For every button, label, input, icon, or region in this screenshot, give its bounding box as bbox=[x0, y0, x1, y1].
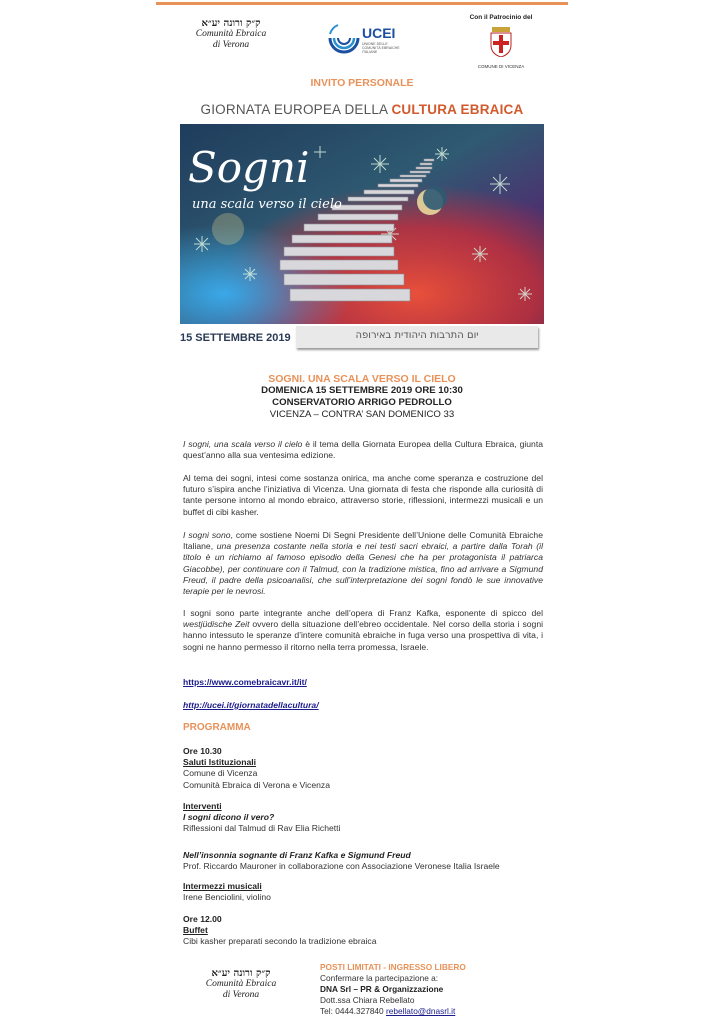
p4-b: ovvero della situazione dell’ebreo occidentale. Nel corso della storia i sogni hanno intessuto le speranze d’intere comunità ebraiche in fuga verso una prospettiva di vita, i sogni ne hanno permesso il ritorno nella terra promessa, Israele. bbox=[183, 619, 544, 652]
link-row-1 bbox=[183, 677, 543, 688]
footer-tel-row bbox=[320, 1006, 560, 1017]
event-venue: CONSERVATORIO ARRIGO PEDROLLO bbox=[272, 397, 452, 408]
banner-sogni: Sogni bbox=[188, 143, 310, 192]
footer-comunita-hebrew: ק״ק ורונה יע״א bbox=[211, 968, 271, 979]
ucei-name: UCEI bbox=[362, 25, 396, 41]
footer-email-link[interactable]: rebellato@dnasrl.it bbox=[385, 1006, 456, 1016]
programma-block-1 bbox=[183, 746, 543, 791]
prog-saluti-1: Comune di Vicenza bbox=[183, 768, 258, 779]
paragraph-3 bbox=[183, 530, 543, 597]
comunita-logo bbox=[186, 18, 276, 51]
comunita-website-link[interactable]: https://www.comebraicavr.it/it/ bbox=[183, 677, 307, 687]
p3-mid: , come sostiene Noemi Di Segni Presidente dell’Unione delle Comunità Ebraiche Italiane, bbox=[183, 530, 543, 552]
prog-time-1: Ore 10.30 bbox=[183, 746, 222, 756]
programma-block-3 bbox=[183, 850, 543, 872]
invito-heading: INVITO PERSONALE bbox=[310, 77, 414, 89]
event-datetime: DOMENICA 15 SETTEMBRE 2019 ORE 10:30 bbox=[261, 385, 463, 396]
p3-italic2: una presenza costante nella storia e nei testi sacri ebraici, a partire dalla Torah (il titolo è un richiamo al famoso episodio della Genesi che ha per protagonista il patriarca Giacobbe), per continuare con il Talmud, con la tradizione mistica, fino ad arrivare a Sigmund Freud, il padre della psicoanalisi, che sull’interpretazione dei sogni fondò le sue innovative terapie per le nevrosi. bbox=[183, 541, 543, 597]
paragraph-1 bbox=[183, 439, 543, 461]
footer-contact-name: Dott.ssa Chiara Rebellato bbox=[320, 995, 415, 1005]
event-banner bbox=[180, 102, 544, 360]
footer-comunita-logo bbox=[196, 968, 286, 1001]
comunita-line2: di Verona bbox=[212, 40, 250, 50]
paragraph-2 bbox=[183, 473, 543, 518]
patrocinio-name: COMUNE DI VICENZA bbox=[477, 64, 525, 69]
prog-int1-desc: Riflessioni dal Talmud di Rav Elia Richetti bbox=[183, 823, 341, 834]
footer-tel: Tel: 0444.327840 bbox=[320, 1006, 386, 1016]
prog-musica-desc: Irene Benciolini, violino bbox=[183, 892, 271, 903]
banner-artwork bbox=[180, 124, 544, 324]
vicenza-crest-icon bbox=[488, 27, 514, 57]
comunita-hebrew: ק״ק ורונה יע״א bbox=[201, 18, 261, 29]
prog-interventi: Interventi bbox=[183, 801, 222, 811]
footer-confirm: Confermare la partecipazione a: bbox=[320, 973, 439, 983]
footer-limited: POSTI LIMITATI - INGRESSO LIBERO bbox=[320, 962, 466, 972]
event-address: VICENZA – CONTRA’ SAN DOMENICO 33 bbox=[269, 409, 455, 420]
patrocinio-block bbox=[446, 14, 556, 69]
invitation-page bbox=[156, 0, 568, 1024]
prog-int2-desc: Prof. Riccardo Mauroner in collaborazione con Associazione Veronese Italia Israele bbox=[183, 861, 500, 872]
prog-buffet-desc: Cibi kasher preparati secondo la tradizione ebraica bbox=[183, 936, 377, 947]
footer-contact bbox=[320, 962, 560, 1017]
ucei-emblem-icon bbox=[326, 20, 362, 56]
footer-comunita-line2: di Verona bbox=[222, 990, 260, 1000]
event-info bbox=[156, 373, 568, 421]
link-row-2 bbox=[183, 700, 543, 711]
banner-hebrew: יום התרבות היהודית באירופה bbox=[355, 330, 479, 341]
event-title: SOGNI. UNA SCALA VERSO IL CIELO bbox=[268, 373, 456, 385]
p1-italic: I sogni, una scala verso il cielo bbox=[183, 439, 303, 449]
banner-title-accent: CULTURA EBRAICA bbox=[391, 102, 524, 117]
comunita-line1: Comunità Ebraica bbox=[195, 29, 267, 39]
footer-company: DNA Srl – PR & Organizzazione bbox=[320, 984, 444, 994]
programma-block-2 bbox=[183, 801, 543, 835]
prog-saluti-2: Comunità Ebraica di Verona e Vicenza bbox=[183, 779, 330, 790]
banner-subtitle: una scala verso il cielo bbox=[192, 197, 342, 212]
p3-italic1: I sogni sono bbox=[183, 530, 231, 540]
banner-hebrew-box bbox=[296, 326, 538, 348]
prog-int2-title: Nell’insonnia sognante di Franz Kafka e Sigmund Freud bbox=[183, 850, 411, 860]
patrocinio-label: Con il Patrocinio del bbox=[469, 14, 533, 21]
banner-title-plain: GIORNATA EUROPEA DELLA bbox=[200, 102, 392, 117]
prog-int1-title: I sogni dicono il vero? bbox=[183, 812, 275, 823]
prog-saluti: Saluti Istituzionali bbox=[183, 757, 257, 768]
programma-block-4 bbox=[183, 881, 543, 903]
banner-date: 15 SETTEMBRE 2019 bbox=[180, 332, 291, 344]
prog-musica: Intermezzi musicali bbox=[183, 881, 262, 891]
prog-buffet: Buffet bbox=[183, 925, 208, 936]
programma-heading: PROGRAMMA bbox=[183, 722, 251, 733]
p4-italic: westjüdische Zeit bbox=[183, 619, 250, 630]
programma-block-5 bbox=[183, 914, 543, 948]
prog-time-2: Ore 12.00 bbox=[183, 914, 222, 924]
footer-comunita-line1: Comunità Ebraica bbox=[205, 979, 277, 989]
top-rule bbox=[156, 2, 568, 5]
ucei-website-link[interactable]: http://ucei.it/giornatadellacultura/ bbox=[183, 700, 319, 710]
paragraph-4 bbox=[183, 608, 543, 653]
p1-rest: è il tema della Giornata Europea della Cultura Ebraica, giunta quest’anno alla sua ventesima edizione. bbox=[183, 439, 543, 461]
p2-text: Al tema dei sogni, intesi come sostanza onirica, ma anche come speranza e costruzione del futuro s’ispira anche l’iniziativa di Vicenza. Una giornata di festa che risponde alla curiosità di tante persone intorno al mondo ebraico, attraverso storie, riflessioni, intermezzi musicali e un buffet di cibi kasher. bbox=[183, 473, 543, 517]
p4-a: I sogni sono parte integrante anche dell’opera di Franz Kafka, esponente di spicco del bbox=[183, 608, 543, 618]
ucei-subtitle: UNIONE DELLE COMUNITÀ EBRAICHE ITALIANE bbox=[362, 42, 400, 54]
ucei-logo bbox=[326, 20, 416, 60]
banner-title bbox=[180, 102, 544, 117]
